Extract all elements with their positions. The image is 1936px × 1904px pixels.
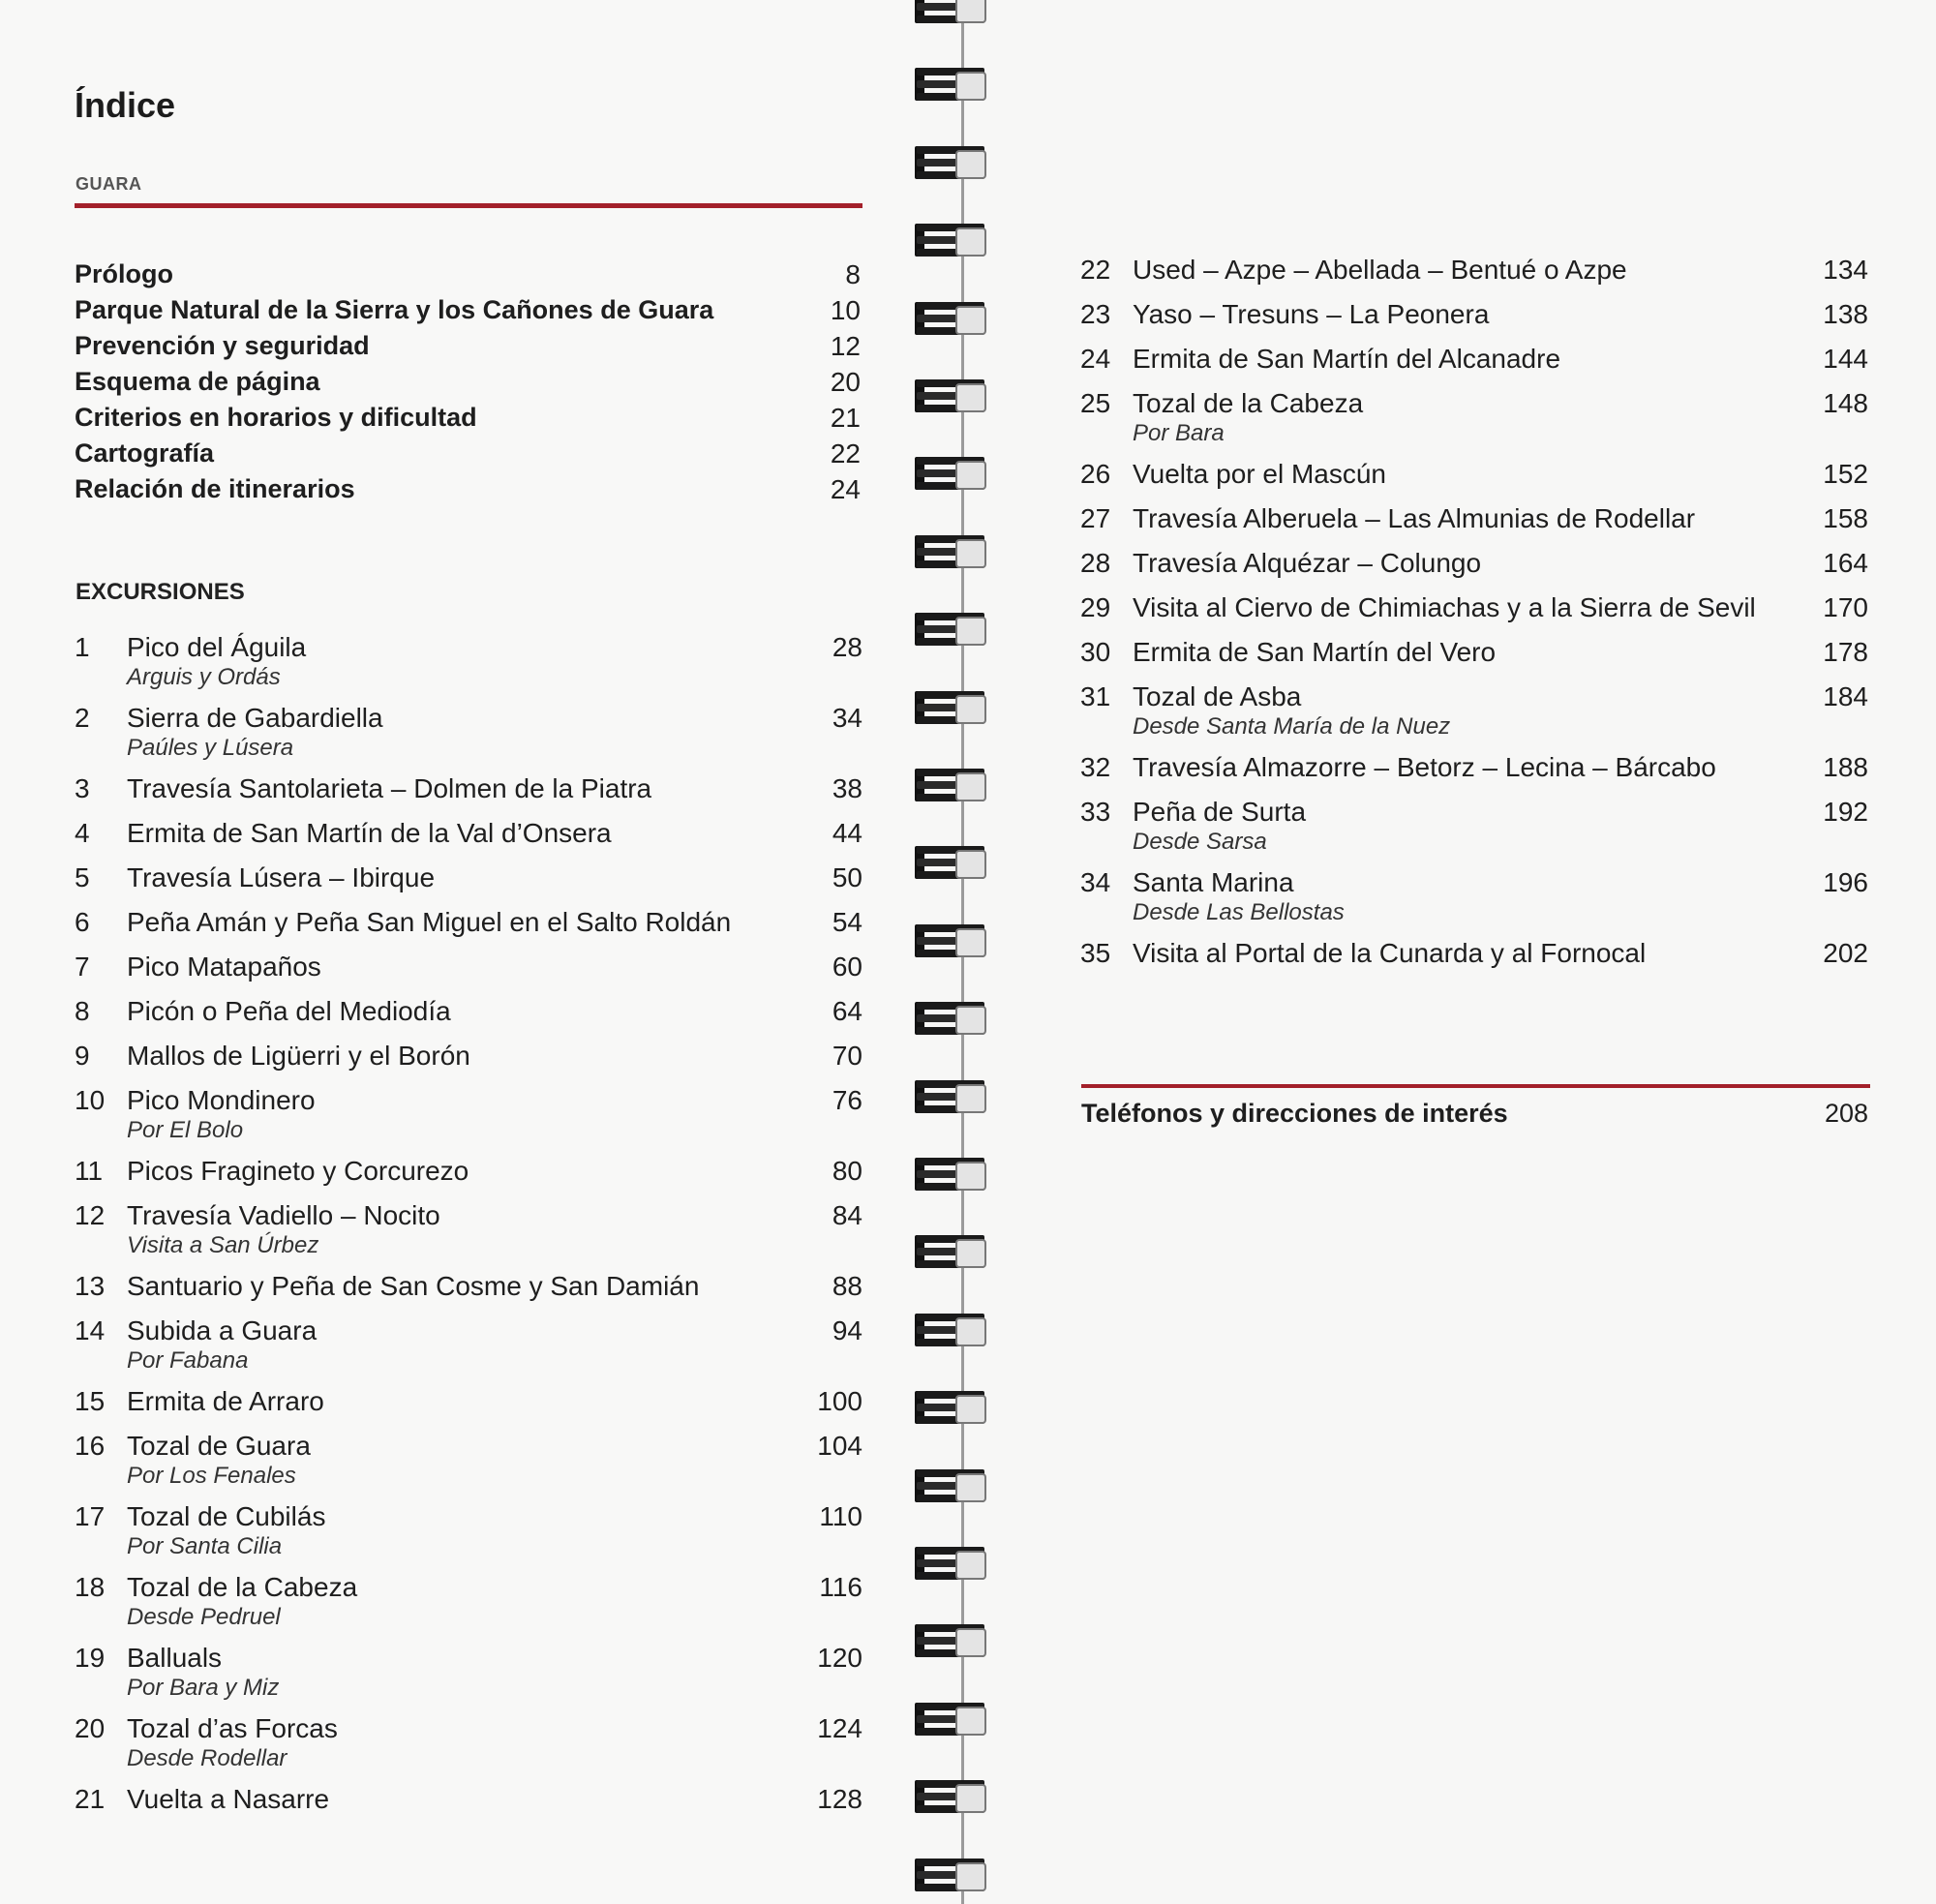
entry-number: 22 [1080, 255, 1111, 285]
entry-title: Visita al Portal de la Cunarda y al Fornocal [1133, 938, 1647, 968]
entry-text [1133, 254, 1791, 286]
entry-subtitle: Desde Sarsa [1133, 829, 1267, 855]
entry-page: 152 [1823, 459, 1868, 489]
toc-entry[interactable] [1080, 866, 1868, 926]
entry-number: 1 [75, 632, 90, 662]
entry-title: Mallos de Ligüerri y el Borón [127, 1041, 470, 1071]
entry-page: 84 [832, 1200, 862, 1230]
entry-subtitle: Por Bara y Miz [127, 1675, 280, 1701]
entry-subtitle: Por Bara [1133, 420, 1225, 446]
entry-page: 192 [1823, 797, 1868, 827]
entry-title: Vuelta a Nasarre [127, 1784, 330, 1814]
entry-page: 88 [832, 1271, 862, 1301]
entry-title: Ermita de Arraro [127, 1386, 324, 1416]
entry-text [1133, 866, 1791, 926]
toc-entry[interactable] [75, 1642, 862, 1702]
coil-ring [955, 928, 986, 957]
entry-text [127, 817, 785, 849]
entry-number: 23 [1080, 299, 1111, 329]
coil-ring [955, 617, 986, 646]
entry-number: 29 [1080, 592, 1111, 622]
entry-page: 104 [817, 1431, 862, 1461]
entry-page: 116 [819, 1572, 862, 1602]
toc-entry[interactable] [75, 1430, 862, 1490]
coil-ring [955, 1084, 986, 1113]
entry-page: 164 [1823, 548, 1868, 578]
binding-coil [917, 535, 984, 568]
entry-number: 28 [1080, 548, 1111, 578]
entry-title: Yaso – Tresuns – La Peonera [1133, 299, 1490, 329]
entry-title: Travesía Lúsera – Ibirque [127, 862, 436, 892]
entry-number: 31 [1080, 681, 1111, 711]
entry-title: Used – Azpe – Abellada – Bentué o Azpe [1133, 255, 1627, 285]
binding-coil [917, 224, 984, 257]
toc-entry[interactable] [1080, 254, 1868, 286]
coil-ring [955, 72, 986, 101]
entry-title: Pico Mondinero [127, 1085, 316, 1115]
binding-coil [917, 691, 984, 724]
binding-coil [917, 1859, 984, 1891]
toc-entry-intro[interactable] [75, 436, 862, 471]
section-divider [75, 203, 862, 208]
section-tag: GUARA [76, 174, 142, 194]
entry-title: Peña Amán y Peña San Miguel en el Salto Roldán [127, 907, 732, 937]
binding-coil [917, 1391, 984, 1424]
toc-column-right [1080, 254, 1868, 982]
entry-number: 6 [75, 907, 90, 937]
entry-number: 25 [1080, 388, 1111, 418]
entry-number: 32 [1080, 752, 1111, 782]
entry-page: 22 [830, 438, 861, 468]
binding-coil [917, 1080, 984, 1113]
entry-text [127, 1155, 785, 1187]
binding-coil [917, 1547, 984, 1580]
coil-ring [955, 1862, 986, 1891]
entry-page: 20 [830, 367, 861, 397]
toc-entry-intro[interactable] [75, 364, 862, 400]
entry-text [1133, 547, 1791, 579]
entry-text [1133, 387, 1791, 447]
entry-page: 138 [1823, 299, 1868, 329]
entry-number: 33 [1080, 797, 1111, 827]
entry-text [127, 1642, 785, 1702]
binding-coil [917, 302, 984, 335]
toc-entry[interactable] [75, 1712, 862, 1772]
entry-page: 38 [832, 773, 862, 803]
coil-ring [955, 695, 986, 724]
toc-entry[interactable] [1080, 680, 1868, 740]
coil-ring [955, 772, 986, 801]
coil-ring [955, 1395, 986, 1424]
entry-title: Ermita de San Martín de la Val d’Onsera [127, 818, 612, 848]
entry-text [127, 1270, 785, 1302]
coil-ring [955, 850, 986, 879]
toc-entry-intro[interactable] [75, 257, 862, 292]
entry-title: Prólogo [75, 259, 173, 288]
entry-title: Ermita de San Martín del Alcanadre [1133, 344, 1561, 374]
coil-ring [955, 0, 986, 23]
entry-title: Santa Marina [1133, 867, 1294, 897]
entry-page: 8 [845, 259, 861, 289]
binding-coil [917, 1469, 984, 1502]
coil-ring [955, 383, 986, 412]
entry-text [1133, 502, 1791, 534]
entry-title: Pico del Águila [127, 632, 307, 662]
entry-title: Subida a Guara [127, 1315, 318, 1345]
entry-number: 11 [75, 1156, 104, 1186]
toc-entry[interactable] [75, 861, 862, 893]
toc-entry[interactable] [75, 906, 862, 938]
entry-text [127, 995, 785, 1027]
binding-coil [917, 0, 984, 23]
entry-text [127, 1571, 785, 1631]
entry-number: 3 [75, 773, 90, 803]
entry-page: 158 [1823, 503, 1868, 533]
entry-subtitle: Por Los Fenales [127, 1463, 296, 1489]
binding-coil [917, 68, 984, 101]
entry-title: Travesía Santolarieta – Dolmen de la Piatra [127, 773, 652, 803]
toc-entry-intro[interactable] [75, 471, 862, 507]
coil-ring [955, 1784, 986, 1813]
entry-title: Tozal de Asba [1133, 681, 1302, 711]
entry-number: 10 [75, 1085, 106, 1115]
entry-title: Picos Fragineto y Corcurezo [127, 1156, 469, 1186]
entry-number: 26 [1080, 459, 1111, 489]
entry-number: 2 [75, 703, 90, 733]
entry-title: Pico Matapaños [127, 952, 321, 982]
binding-coil [917, 613, 984, 646]
entry-text [127, 951, 785, 982]
entry-page: 12 [830, 331, 861, 361]
entry-text [127, 1430, 785, 1490]
entry-title: Tozal de Cubilás [127, 1501, 326, 1531]
entry-subtitle: Desde Las Bellostas [1133, 899, 1345, 925]
entry-number: 12 [75, 1200, 106, 1230]
binding-coil [917, 1002, 984, 1035]
entry-text [1133, 343, 1791, 375]
coil-ring [955, 461, 986, 490]
entry-number: 7 [75, 952, 90, 982]
entry-subtitle: Por El Bolo [127, 1117, 244, 1143]
entry-text [127, 1385, 785, 1417]
entry-page: 44 [832, 818, 862, 848]
entry-page: 34 [832, 703, 862, 733]
coil-ring [955, 1473, 986, 1502]
entry-title: Travesía Almazorre – Betorz – Lecina – Bárcabo [1133, 752, 1716, 782]
entry-page: 178 [1823, 637, 1868, 667]
binding-coil [917, 924, 984, 957]
binding-coil [917, 1314, 984, 1346]
entry-text [127, 1783, 785, 1815]
toc-column-left [75, 631, 862, 1828]
coil-ring [955, 1317, 986, 1346]
toc-entry[interactable] [75, 631, 862, 691]
toc-entry[interactable] [1080, 458, 1868, 490]
entry-page: 144 [1823, 344, 1868, 374]
entry-page: 128 [817, 1784, 862, 1814]
coil-ring [955, 1707, 986, 1736]
entry-number: 14 [75, 1315, 106, 1345]
coil-ring [955, 1551, 986, 1580]
toc-entry[interactable] [75, 1500, 862, 1560]
entry-number: 9 [75, 1041, 90, 1071]
entry-text [1133, 298, 1791, 330]
entry-title: Travesía Alquézar – Colungo [1133, 548, 1482, 578]
entry-number: 18 [75, 1572, 106, 1602]
entry-page: 24 [830, 474, 861, 504]
toc-entry[interactable] [75, 817, 862, 849]
entry-page: 148 [1823, 388, 1868, 418]
excursions-heading: EXCURSIONES [76, 579, 245, 605]
entry-subtitle: Por Santa Cilia [127, 1533, 283, 1559]
entry-number: 35 [1080, 938, 1111, 968]
toc-entry[interactable] [75, 1040, 862, 1072]
left-page [0, 0, 920, 1904]
entry-title: Santuario y Peña de San Cosme y San Damián [127, 1271, 700, 1301]
binding-coil [917, 1703, 984, 1736]
entry-text [127, 772, 785, 804]
entry-title: Vuelta por el Mascún [1133, 459, 1386, 489]
entry-text [127, 906, 785, 938]
entry-page: 80 [832, 1156, 862, 1186]
entry-number: 13 [75, 1271, 106, 1301]
entry-title: Sierra de Gabardiella [127, 703, 383, 733]
page-title: Índice [75, 85, 176, 125]
toc-entry[interactable] [75, 772, 862, 804]
entry-title: Tozal d’as Forcas [127, 1713, 338, 1743]
binding-coil [917, 457, 984, 490]
coil-ring [955, 539, 986, 568]
entry-page: 170 [1823, 592, 1868, 622]
toc-entry[interactable] [75, 702, 862, 762]
entry-page: 120 [817, 1643, 862, 1673]
entry-subtitle: Desde Santa María de la Nuez [1133, 713, 1451, 740]
toc-entry[interactable] [75, 951, 862, 982]
toc-entry[interactable] [75, 1155, 862, 1187]
entry-text [127, 1084, 785, 1144]
entry-text [1133, 751, 1791, 783]
entry-title: Peña de Surta [1133, 797, 1307, 827]
coil-ring [955, 1239, 986, 1268]
toc-entry[interactable] [1080, 937, 1868, 969]
entry-page: 94 [832, 1315, 862, 1345]
entry-title: Visita al Ciervo de Chimiachas y a la Sierra de Sevil [1133, 592, 1756, 622]
entry-text [1133, 636, 1791, 668]
footer-divider [1081, 1084, 1870, 1088]
toc-entry[interactable] [1080, 796, 1868, 856]
entry-title: Tozal de la Cabeza [127, 1572, 358, 1602]
entry-number: 16 [75, 1431, 106, 1461]
coil-ring [955, 1006, 986, 1035]
entry-page: 124 [817, 1713, 862, 1743]
entry-text [127, 861, 785, 893]
entry-text [1133, 680, 1791, 740]
entry-text [1133, 458, 1791, 490]
entry-text [1133, 796, 1791, 856]
entry-number: 30 [1080, 637, 1111, 667]
entry-page: 184 [1823, 681, 1868, 711]
entry-title: Travesía Alberuela – Las Almunias de Rodellar [1133, 503, 1696, 533]
coil-ring [955, 306, 986, 335]
entry-title: Cartografía [75, 438, 215, 468]
entry-number: 15 [75, 1386, 106, 1416]
entry-subtitle: Por Fabana [127, 1347, 249, 1374]
toc-entry-intro[interactable] [75, 400, 862, 436]
entry-subtitle: Desde Pedruel [127, 1604, 281, 1630]
entry-title: Criterios en horarios y dificultad [75, 403, 477, 432]
toc-entry[interactable] [75, 1571, 862, 1631]
coil-ring [955, 150, 986, 179]
entry-number: 4 [75, 818, 90, 848]
entry-page: 21 [830, 403, 861, 433]
toc-entry[interactable] [75, 1270, 862, 1302]
entry-title: Tozal de Guara [127, 1431, 311, 1461]
entry-text [127, 1500, 785, 1560]
entry-text [127, 1199, 785, 1259]
contacts-page: 208 [1824, 1099, 1868, 1128]
entry-title: Tozal de la Cabeza [1133, 388, 1364, 418]
entry-page: 76 [832, 1085, 862, 1115]
coil-ring [955, 1628, 986, 1657]
entry-page: 134 [1823, 255, 1868, 285]
entry-title: Picón o Peña del Mediodía [127, 996, 451, 1026]
toc-entry[interactable] [1080, 636, 1868, 668]
toc-entry-contacts[interactable] [1081, 1099, 1868, 1129]
contacts-label: Teléfonos y direcciones de interés [1081, 1099, 1508, 1128]
entry-page: 196 [1823, 867, 1868, 897]
entry-page: 10 [830, 295, 861, 325]
entry-title: Esquema de página [75, 367, 320, 396]
entry-number: 27 [1080, 503, 1111, 533]
binding-coil [917, 1158, 984, 1191]
entry-page: 64 [832, 996, 862, 1026]
entry-text [127, 1712, 785, 1772]
binding-coil [917, 1235, 984, 1268]
entry-page: 100 [817, 1386, 862, 1416]
toc-entry-intro[interactable] [75, 292, 862, 328]
binding-coil [917, 769, 984, 801]
entry-number: 21 [75, 1784, 106, 1814]
entry-number: 19 [75, 1643, 106, 1673]
binding-coil [917, 846, 984, 879]
toc-entry[interactable] [1080, 343, 1868, 375]
entry-title: Relación de itinerarios [75, 474, 355, 503]
entry-page: 70 [832, 1041, 862, 1071]
entry-page: 188 [1823, 752, 1868, 782]
entry-subtitle: Paúles y Lúsera [127, 735, 294, 761]
toc-entry[interactable] [75, 1084, 862, 1144]
entry-page: 50 [832, 862, 862, 892]
toc-entry-intro[interactable] [75, 328, 862, 364]
toc-entry[interactable] [1080, 298, 1868, 330]
entry-number: 20 [75, 1713, 106, 1743]
entry-text [1133, 937, 1791, 969]
toc-entry[interactable] [1080, 547, 1868, 579]
coil-ring [955, 1162, 986, 1191]
entry-title: Balluals [127, 1643, 223, 1673]
toc-entry[interactable] [1080, 751, 1868, 783]
entry-number: 5 [75, 862, 90, 892]
binding-coil [917, 379, 984, 412]
toc-entry[interactable] [75, 1315, 862, 1375]
entry-title: Prevención y seguridad [75, 331, 370, 360]
spiral-binding [915, 0, 987, 1904]
binding-coil [917, 1780, 984, 1813]
entry-text [127, 631, 785, 691]
toc-entry[interactable] [75, 1199, 862, 1259]
toc-entry[interactable] [1080, 387, 1868, 447]
entry-number: 34 [1080, 867, 1111, 897]
binding-coil [917, 146, 984, 179]
intro-list [75, 257, 862, 507]
entry-number: 8 [75, 996, 90, 1026]
entry-subtitle: Desde Rodellar [127, 1745, 287, 1771]
coil-ring [955, 227, 986, 257]
entry-number: 24 [1080, 344, 1111, 374]
entry-page: 28 [832, 632, 862, 662]
entry-title: Parque Natural de la Sierra y los Cañones de Guara [75, 295, 714, 324]
entry-subtitle: Arguis y Ordás [127, 664, 281, 690]
entry-title: Ermita de San Martín del Vero [1133, 637, 1497, 667]
toc-entry[interactable] [1080, 502, 1868, 534]
entry-text [1133, 591, 1791, 623]
entry-page: 60 [832, 952, 862, 982]
binding-coil [917, 1624, 984, 1657]
entry-number: 17 [75, 1501, 106, 1531]
toc-entry[interactable] [1080, 591, 1868, 623]
entry-text [127, 1315, 785, 1375]
entry-page: 202 [1823, 938, 1868, 968]
entry-subtitle: Visita a San Úrbez [127, 1232, 319, 1258]
toc-entry[interactable] [75, 1783, 862, 1815]
toc-entry[interactable] [75, 1385, 862, 1417]
entry-text [127, 702, 785, 762]
entry-page: 110 [819, 1501, 862, 1531]
entry-page: 54 [832, 907, 862, 937]
entry-title: Travesía Vadiello – Nocito [127, 1200, 440, 1230]
toc-entry[interactable] [75, 995, 862, 1027]
entry-text [127, 1040, 785, 1072]
